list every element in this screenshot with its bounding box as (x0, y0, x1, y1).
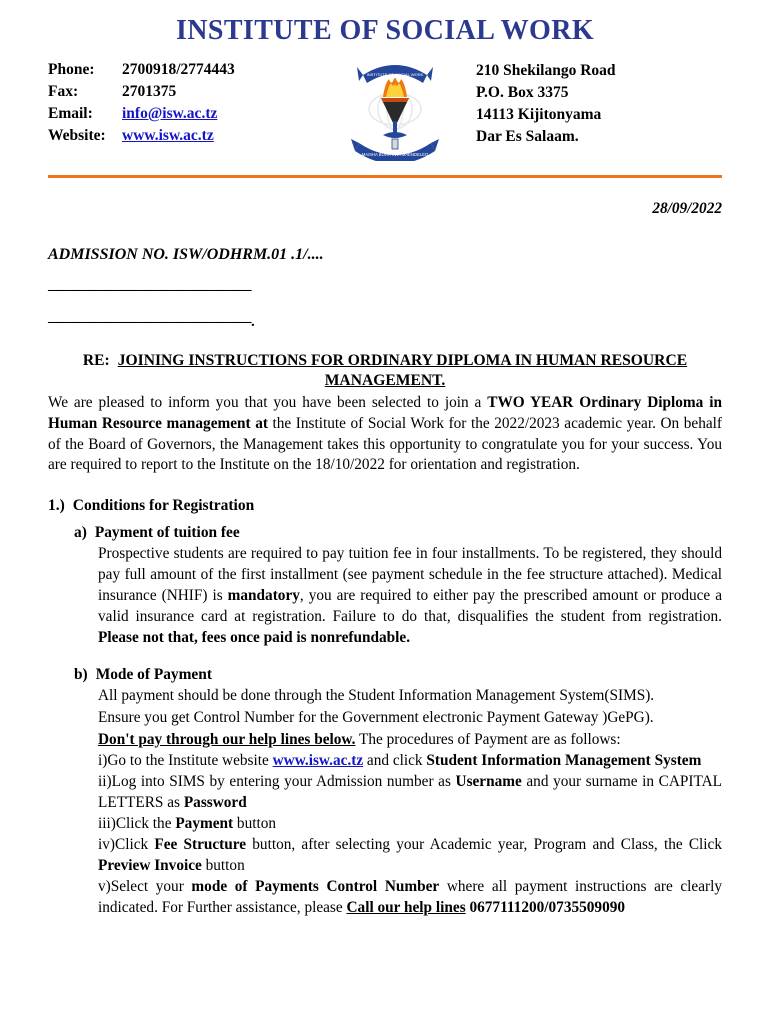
payment-step-v (98, 877, 722, 919)
sub-b-line-3 (74, 730, 722, 751)
letter-date: 28/09/2022 (652, 199, 722, 217)
admission-number: ADMISSION NO. ISW/ODHRM.01 .1/.... (48, 245, 324, 263)
email-link[interactable]: info@isw.ac.tz (122, 104, 218, 122)
sub-a-text-2: , you are required to either pay the prescribed amount or produce a valid insurance card at registration. Failure to do that, disqualifies the student from registration. (98, 586, 722, 625)
payment-step-iii (98, 814, 722, 835)
address-block (476, 59, 726, 148)
intro-paragraph (48, 393, 722, 476)
website-link[interactable]: www.isw.ac.tz (122, 126, 214, 144)
step-ii-text-1: ii)Log into SIMS by entering your Admission number as (98, 772, 456, 790)
section-1-title: Conditions for Registration (72, 497, 255, 515)
contact-row-email (48, 103, 313, 125)
step-v-phone-numbers: 0677111200/0735509090 (469, 898, 626, 916)
address-line-2: P.O. Box 3375 (476, 83, 569, 101)
subject-heading (48, 351, 722, 392)
subsection-a (48, 523, 722, 649)
sub-a-bold-mandatory: mandatory (227, 586, 300, 604)
re-subject-line-1: JOINING INSTRUCTIONS FOR ORDINARY DIPLOMA IN HUMAN RESOURCE (117, 351, 688, 369)
payment-step-ii (98, 772, 722, 814)
website-label: Website: (48, 126, 106, 144)
step-v-bold-control-number: mode of Payments Control Number (191, 877, 440, 895)
step-i-text-2: and click (363, 751, 427, 769)
step-i-text-1: i)Go to the Institute website (98, 751, 273, 769)
subsection-a-title: Payment of tuition fee (94, 523, 240, 541)
contact-row-phone (48, 59, 313, 81)
step-iv-text-1: iv)Click (98, 835, 155, 853)
sub-b-line-2: Ensure you get Control Number for the Government electronic Payment Gateway )GePG). (98, 709, 654, 727)
step-iii-text-1: iii)Click the (98, 814, 176, 832)
step-i-website-link[interactable]: www.isw.ac.tz (272, 751, 364, 769)
address-line-1: 210 Shekilango Road (476, 61, 616, 79)
subsection-a-letter: a) (74, 523, 87, 541)
phone-value: 2700918/2774443 (122, 60, 235, 78)
email-label: Email: (48, 104, 93, 122)
step-iii-text-2: button (233, 814, 277, 832)
torch-emblem-icon (339, 57, 451, 161)
sub-b-line-3-rest: The procedures of Payment are as follows: (355, 731, 621, 748)
subsection-a-body (74, 544, 722, 649)
svg-text:INSTITUTE OF SOCIAL WORK: INSTITUTE OF SOCIAL WORK (366, 71, 423, 77)
section-1-number: 1.) (48, 497, 65, 515)
step-iv-text-2: button, after selecting your Academic year, Program and Class, the Click (246, 835, 722, 853)
letterhead-body (0, 47, 770, 161)
fax-label: Fax: (48, 82, 79, 100)
step-iv-text-3: button (201, 856, 245, 874)
step-ii-bold-password: Password (183, 793, 247, 811)
sub-a-bold-nonrefundable: Please not that, fees once paid is nonrefundable. (98, 628, 411, 646)
phone-label: Phone: (48, 60, 95, 78)
contact-row-fax (48, 81, 313, 103)
sub-b-line-1: All payment should be done through the Student Information Management System(SIMS). (98, 687, 655, 705)
step-ii-text-2: and your surname in CAPITAL LETTERS as (98, 772, 722, 811)
step-v-text-1: v)Select your (98, 877, 192, 895)
payment-steps-list (74, 751, 722, 919)
svg-text:MAISHA BORA KWA MAENDELEO: MAISHA BORA KWA MAENDELEO (361, 151, 428, 157)
address-line-4: Dar Es Salaam. (476, 127, 579, 145)
step-i-bold-sims: Student Information Management System (426, 751, 702, 769)
subsection-a-heading (74, 523, 722, 543)
intro-text-1: We are pleased to inform you that you have been selected to join a (48, 394, 488, 412)
step-v-text-2: where all payment instructions are clearly indicated. For Further assistance, please (98, 877, 722, 916)
institute-logo (339, 57, 451, 161)
letter-body (0, 244, 770, 919)
intro-text-2: the Institute of Social Work for the 2022/2023 academic year. On behalf of the Board of Governors, the Management takes this opportunity to congratulate you for your success. You are required to report to the Institute on the 18/10/2022 for orientation and registration. (48, 414, 722, 474)
payment-step-i (98, 751, 722, 772)
subsection-b-heading (74, 665, 722, 685)
subsection-b-letter: b) (74, 665, 88, 683)
contact-block (48, 59, 313, 147)
sub-a-text-1: Prospective students are required to pay tuition fee in four installments. To be registered, they should pay full amount of the first installment (see payment schedule in the fee structure attached). Medical insurance (NHIF) is (98, 545, 722, 604)
address-line-3: 14113 Kijitonyama (476, 105, 602, 123)
re-subject-line-2: MANAGEMENT. (324, 371, 446, 389)
recipient-blank-line-1: —————————————— (48, 281, 251, 298)
section-1-heading (48, 496, 722, 516)
re-label: RE: (82, 351, 110, 369)
step-iv-bold-fee-structure: Fee Structure (154, 835, 247, 853)
step-ii-bold-username: Username (455, 772, 522, 790)
step-v-call-helplines: Call our help lines (346, 898, 466, 916)
fax-value: 2701375 (122, 82, 177, 100)
sub-b-warning-bold: Don't pay through our help lines below. (98, 731, 356, 748)
recipient-blank-line-2: ——————————————. (48, 313, 255, 330)
contact-row-website (48, 125, 313, 147)
institute-title: INSTITUTE OF SOCIAL WORK (175, 15, 595, 46)
intro-bold-program: TWO YEAR Ordinary Diploma in Human Resource management at (48, 394, 722, 432)
subsection-b (48, 665, 722, 919)
step-iii-bold-payment: Payment (175, 814, 234, 832)
letterhead-divider (48, 175, 722, 178)
payment-step-iv (98, 835, 722, 877)
subsection-b-title: Mode of Payment (95, 665, 212, 683)
step-iv-bold-preview-invoice: Preview Invoice (98, 856, 202, 874)
